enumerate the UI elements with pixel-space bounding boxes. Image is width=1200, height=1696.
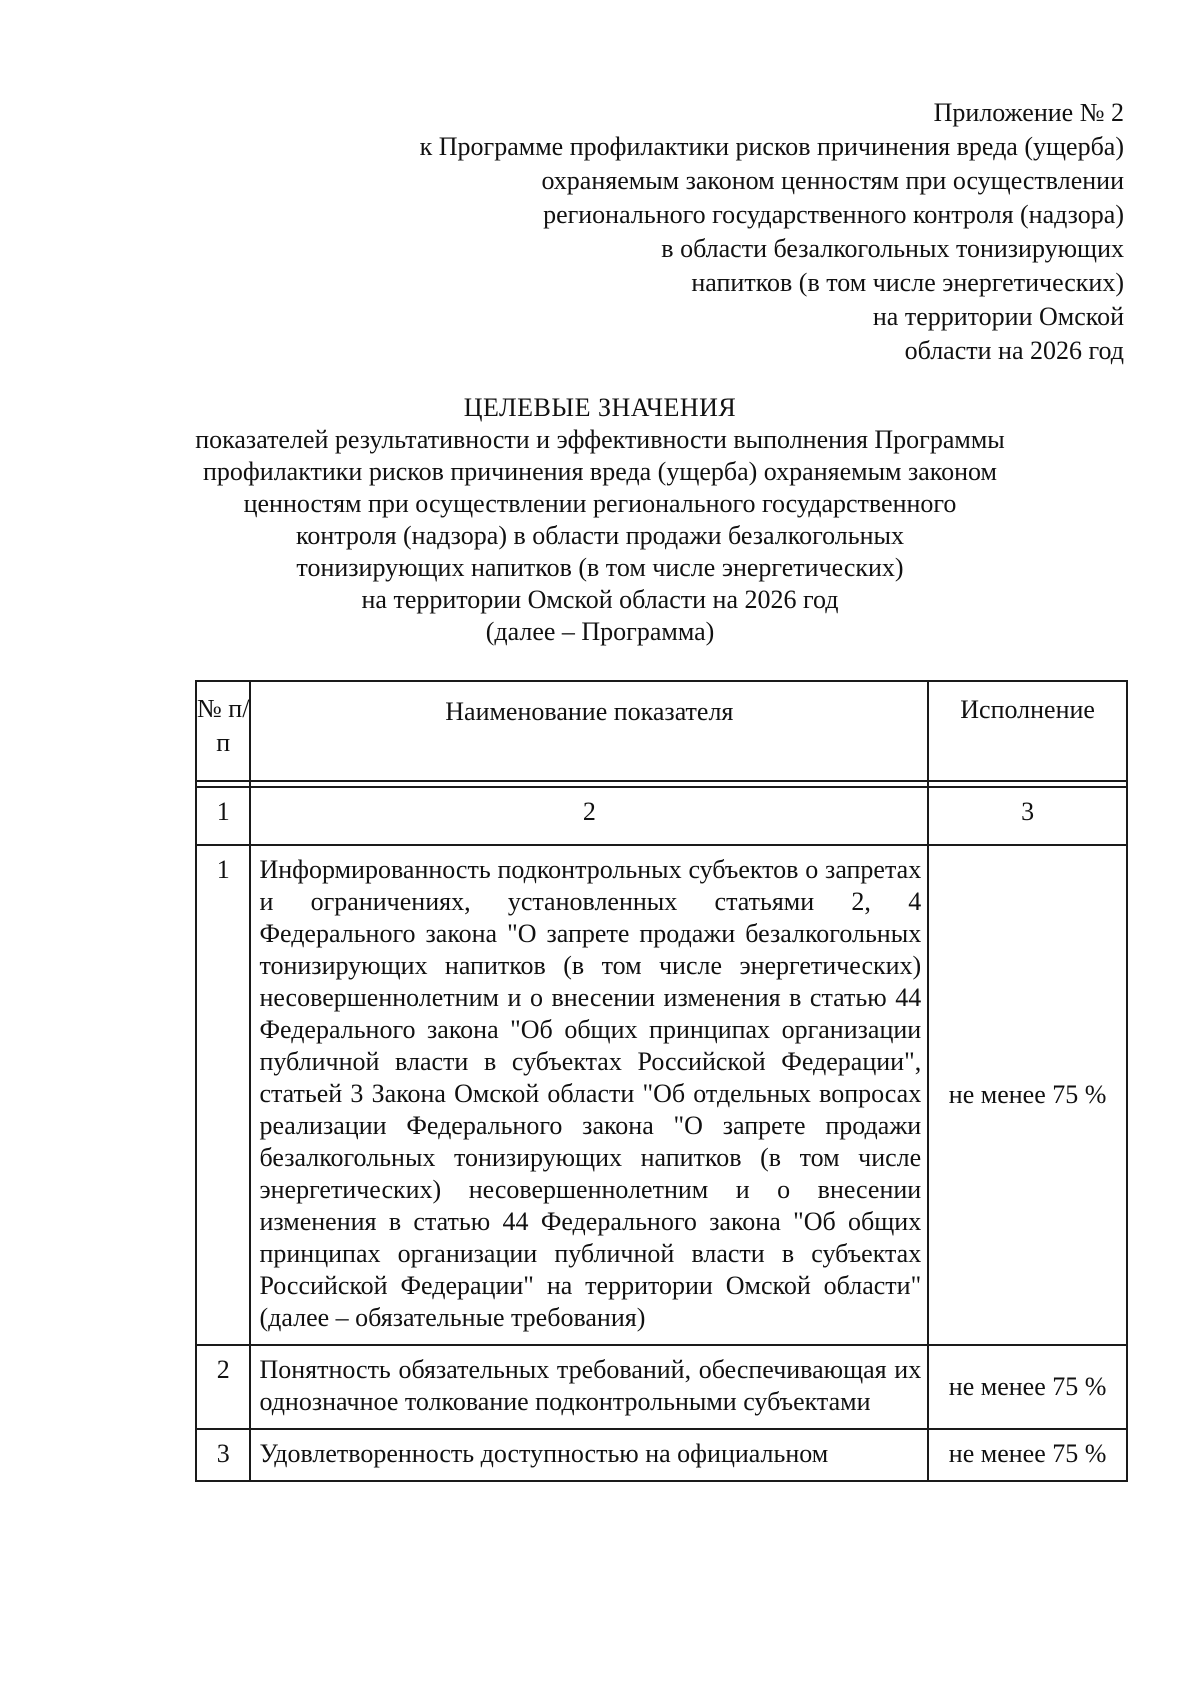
appendix-line: на территории Омской	[872, 302, 1124, 331]
column-index: 3	[928, 787, 1127, 845]
table-row	[196, 845, 1127, 1345]
title-line: контроля (надзора) в области продажи безалкогольных	[296, 521, 904, 550]
appendix-line: охраняемым законом ценностям при осуществлении	[541, 166, 1124, 195]
title-line: профилактики рисков причинения вреда (ущерба) охраняемым законом	[203, 457, 997, 486]
title-line: (далее – Программа)	[485, 617, 715, 646]
row-value: не менее 75 %	[928, 1345, 1127, 1429]
row-indicator-name: Информированность подконтрольных субъектов о запретах и ограничениях, установленных статьями 2, 4 Федерального закона "О запрете продажи безалкогольных тонизирующих напитков (в том числе энергетических) несовершеннолетним и о внесении изменения в статью 44 Федерального закона "Об общих принципах организации публичной власти в субъектах Российской Федерации", статьей 3 Закона Омской области "Об отдельных вопросах реализации Федерального закона "О запрете продажи безалкогольных тонизирующих напитков (в том числе энергетических) несовершеннолетним и о внесении изменения в статью 44 Федерального закона "Об общих принципах организации публичной власти в субъектах Российской Федерации" на территории Омской области" (далее – обязательные требования)	[250, 845, 928, 1345]
appendix-line: Приложение № 2	[933, 98, 1124, 127]
appendix-line: к Программе профилактики рисков причинения вреда (ущерба)	[419, 132, 1124, 161]
header-name: Наименование показателя	[250, 681, 928, 781]
appendix-line: в области безалкогольных тонизирующих	[661, 234, 1124, 263]
table-header-row	[196, 681, 1127, 781]
indicators-table	[195, 680, 1128, 1482]
column-index: 1	[196, 787, 250, 845]
table-row	[196, 1429, 1127, 1481]
document-title	[150, 392, 1050, 648]
row-value: не менее 75 %	[928, 1429, 1127, 1481]
row-num: 2	[196, 1345, 250, 1429]
table-row	[196, 1345, 1127, 1429]
appendix-line: области на 2026 год	[904, 336, 1124, 365]
title-line: показателей результативности и эффективности выполнения Программы	[195, 425, 1005, 454]
title-heading: ЦЕЛЕВЫЕ ЗНАЧЕНИЯ	[463, 393, 737, 422]
title-line: ценностям при осуществлении регионального государственного	[243, 489, 957, 518]
appendix-header	[364, 96, 1124, 368]
appendix-line: регионального государственного контроля (надзора)	[543, 200, 1124, 229]
header-num: № п/п	[196, 681, 250, 781]
header-value: Исполнение	[928, 681, 1127, 781]
appendix-line: напитков (в том числе энергетических)	[691, 268, 1124, 297]
title-line: на территории Омской области на 2026 год	[361, 585, 839, 614]
row-value: не менее 75 %	[928, 845, 1127, 1345]
row-num: 1	[196, 845, 250, 1345]
row-indicator-name: Понятность обязательных требований, обеспечивающая их однозначное толкование подконтрольными субъектами	[250, 1345, 928, 1429]
title-line: тонизирующих напитков (в том числе энергетических)	[296, 553, 904, 582]
column-index: 2	[250, 787, 928, 845]
row-num: 3	[196, 1429, 250, 1481]
row-indicator-name: Удовлетворенность доступностью на официальном	[250, 1429, 928, 1481]
column-index-row	[196, 787, 1127, 845]
